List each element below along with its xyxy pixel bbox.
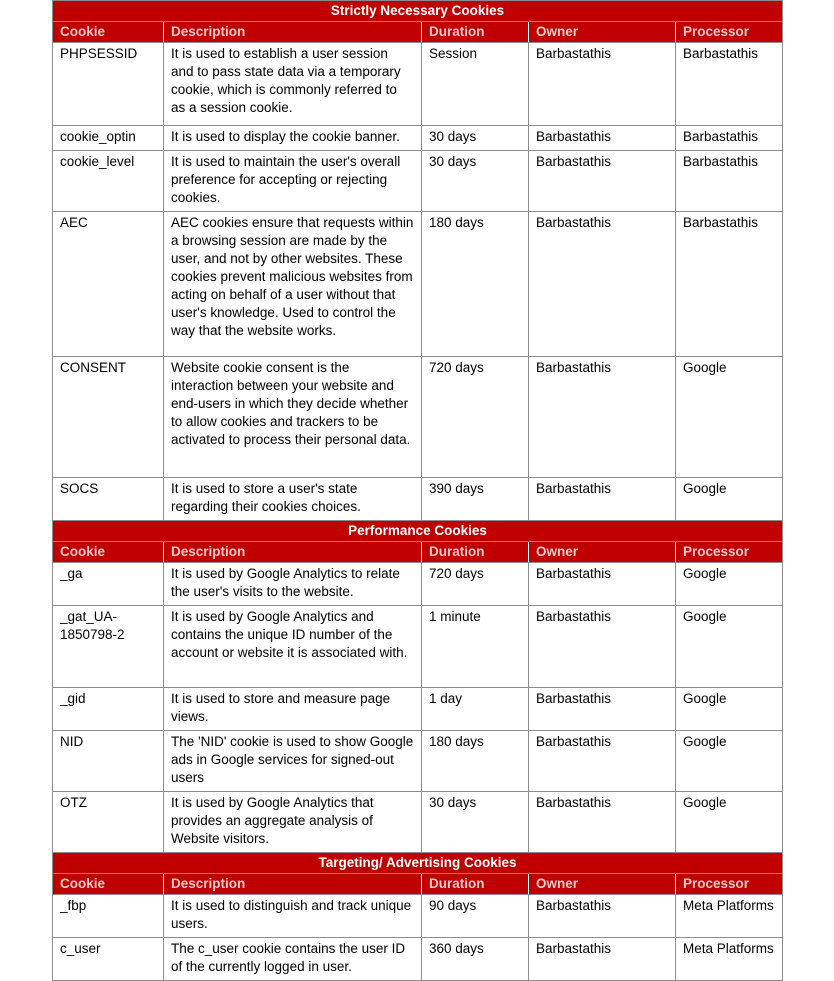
cell-processor: Google xyxy=(676,792,783,853)
section-title: Performance Cookies xyxy=(53,521,783,542)
table-row xyxy=(53,151,783,212)
column-header-cookie-name: Cookie xyxy=(53,22,164,43)
cell-duration: 1 minute xyxy=(422,606,529,688)
table-row xyxy=(53,938,783,981)
cell-duration: 360 days xyxy=(422,938,529,981)
cell-description: It is used to establish a user session and to pass state data via a temporary cookie, which is commonly referred to as a session cookie. xyxy=(164,43,422,126)
cookie-policy-document xyxy=(52,0,782,981)
column-header-owner: Owner xyxy=(529,22,676,43)
column-header-description: Description xyxy=(164,22,422,43)
cell-owner: Barbastathis xyxy=(529,792,676,853)
column-header-description: Description xyxy=(164,874,422,895)
cell-duration: 30 days xyxy=(422,151,529,212)
table-row xyxy=(53,126,783,151)
table-row xyxy=(53,43,783,126)
column-header-owner: Owner xyxy=(529,542,676,563)
cell-description: It is used to maintain the user's overall preference for accepting or rejecting cookies. xyxy=(164,151,422,212)
table-row xyxy=(53,792,783,853)
column-header-description: Description xyxy=(164,542,422,563)
column-header-processor: Processor xyxy=(676,542,783,563)
section-title: Strictly Necessary Cookies xyxy=(53,1,783,22)
cell-duration: 30 days xyxy=(422,126,529,151)
cell-description: It is used to display the cookie banner. xyxy=(164,126,422,151)
cell-owner: Barbastathis xyxy=(529,731,676,792)
cell-processor: Barbastathis xyxy=(676,43,783,126)
cell-owner: Barbastathis xyxy=(529,563,676,606)
cell-description: It is used to store and measure page views. xyxy=(164,688,422,731)
cell-owner: Barbastathis xyxy=(529,43,676,126)
cell-duration: 180 days xyxy=(422,731,529,792)
cell-description: The c_user cookie contains the user ID of the currently logged in user. xyxy=(164,938,422,981)
cell-owner: Barbastathis xyxy=(529,478,676,521)
table-row xyxy=(53,357,783,478)
cell-processor: Google xyxy=(676,563,783,606)
column-header-cookie-name: Cookie xyxy=(53,874,164,895)
cell-owner: Barbastathis xyxy=(529,126,676,151)
section-header-row xyxy=(53,1,783,22)
cell-owner: Barbastathis xyxy=(529,151,676,212)
table-row xyxy=(53,478,783,521)
cell-cookie-name: c_user xyxy=(53,938,164,981)
cell-duration: 390 days xyxy=(422,478,529,521)
cell-owner: Barbastathis xyxy=(529,688,676,731)
column-header-duration: Duration xyxy=(422,874,529,895)
table-row xyxy=(53,688,783,731)
cell-description: It is used by Google Analytics and contains the unique ID number of the account or website it is associated with. xyxy=(164,606,422,688)
column-header-owner: Owner xyxy=(529,874,676,895)
cell-duration: 180 days xyxy=(422,212,529,357)
cell-owner: Barbastathis xyxy=(529,212,676,357)
cell-description: It is used to distinguish and track unique users. xyxy=(164,895,422,938)
column-header-row xyxy=(53,542,783,563)
cell-owner: Barbastathis xyxy=(529,938,676,981)
section-header-row xyxy=(53,521,783,542)
cell-processor: Google xyxy=(676,357,783,478)
cell-description: It is used by Google Analytics that provides an aggregate analysis of Website visitors. xyxy=(164,792,422,853)
cell-processor: Google xyxy=(676,606,783,688)
table-row xyxy=(53,606,783,688)
cell-processor: Google xyxy=(676,688,783,731)
column-header-processor: Processor xyxy=(676,874,783,895)
cell-cookie-name: AEC xyxy=(53,212,164,357)
cell-cookie-name: CONSENT xyxy=(53,357,164,478)
cookie-table xyxy=(52,0,783,981)
column-header-row xyxy=(53,22,783,43)
column-header-processor: Processor xyxy=(676,22,783,43)
cell-processor: Meta Platforms xyxy=(676,895,783,938)
cell-processor: Google xyxy=(676,731,783,792)
cell-processor: Barbastathis xyxy=(676,212,783,357)
cell-description: It is used by Google Analytics to relate the user's visits to the website. xyxy=(164,563,422,606)
column-header-duration: Duration xyxy=(422,542,529,563)
cell-duration: Session xyxy=(422,43,529,126)
cell-cookie-name: _ga xyxy=(53,563,164,606)
column-header-cookie-name: Cookie xyxy=(53,542,164,563)
cell-processor: Barbastathis xyxy=(676,151,783,212)
cell-description: It is used to store a user's state regarding their cookies choices. xyxy=(164,478,422,521)
cell-cookie-name: PHPSESSID xyxy=(53,43,164,126)
cell-description: Website cookie consent is the interaction between your website and end-users in which they decide whether to allow cookies and trackers to be activated to process their personal data. xyxy=(164,357,422,478)
cell-duration: 30 days xyxy=(422,792,529,853)
cell-duration: 720 days xyxy=(422,563,529,606)
table-row xyxy=(53,731,783,792)
cell-duration: 1 day xyxy=(422,688,529,731)
cell-cookie-name: cookie_level xyxy=(53,151,164,212)
cell-description: AEC cookies ensure that requests within a browsing session are made by the user, and not by other websites. These cookies prevent malicious websites from acting on behalf of a user without that user's knowledge. Used to control the way that the website works. xyxy=(164,212,422,357)
table-row xyxy=(53,212,783,357)
cell-cookie-name: _fbp xyxy=(53,895,164,938)
table-row xyxy=(53,895,783,938)
cell-cookie-name: SOCS xyxy=(53,478,164,521)
cell-cookie-name: _gid xyxy=(53,688,164,731)
cell-processor: Meta Platforms xyxy=(676,938,783,981)
cell-cookie-name: _gat_UA-1850798-2 xyxy=(53,606,164,688)
cell-processor: Google xyxy=(676,478,783,521)
cell-cookie-name: cookie_optin xyxy=(53,126,164,151)
cell-duration: 720 days xyxy=(422,357,529,478)
table-row xyxy=(53,563,783,606)
cell-cookie-name: OTZ xyxy=(53,792,164,853)
cell-description: The 'NID' cookie is used to show Google ads in Google services for signed-out users xyxy=(164,731,422,792)
cell-processor: Barbastathis xyxy=(676,126,783,151)
cell-owner: Barbastathis xyxy=(529,895,676,938)
cell-owner: Barbastathis xyxy=(529,606,676,688)
cell-duration: 90 days xyxy=(422,895,529,938)
section-header-row xyxy=(53,853,783,874)
section-title: Targeting/ Advertising Cookies xyxy=(53,853,783,874)
column-header-duration: Duration xyxy=(422,22,529,43)
cell-owner: Barbastathis xyxy=(529,357,676,478)
cell-cookie-name: NID xyxy=(53,731,164,792)
column-header-row xyxy=(53,874,783,895)
